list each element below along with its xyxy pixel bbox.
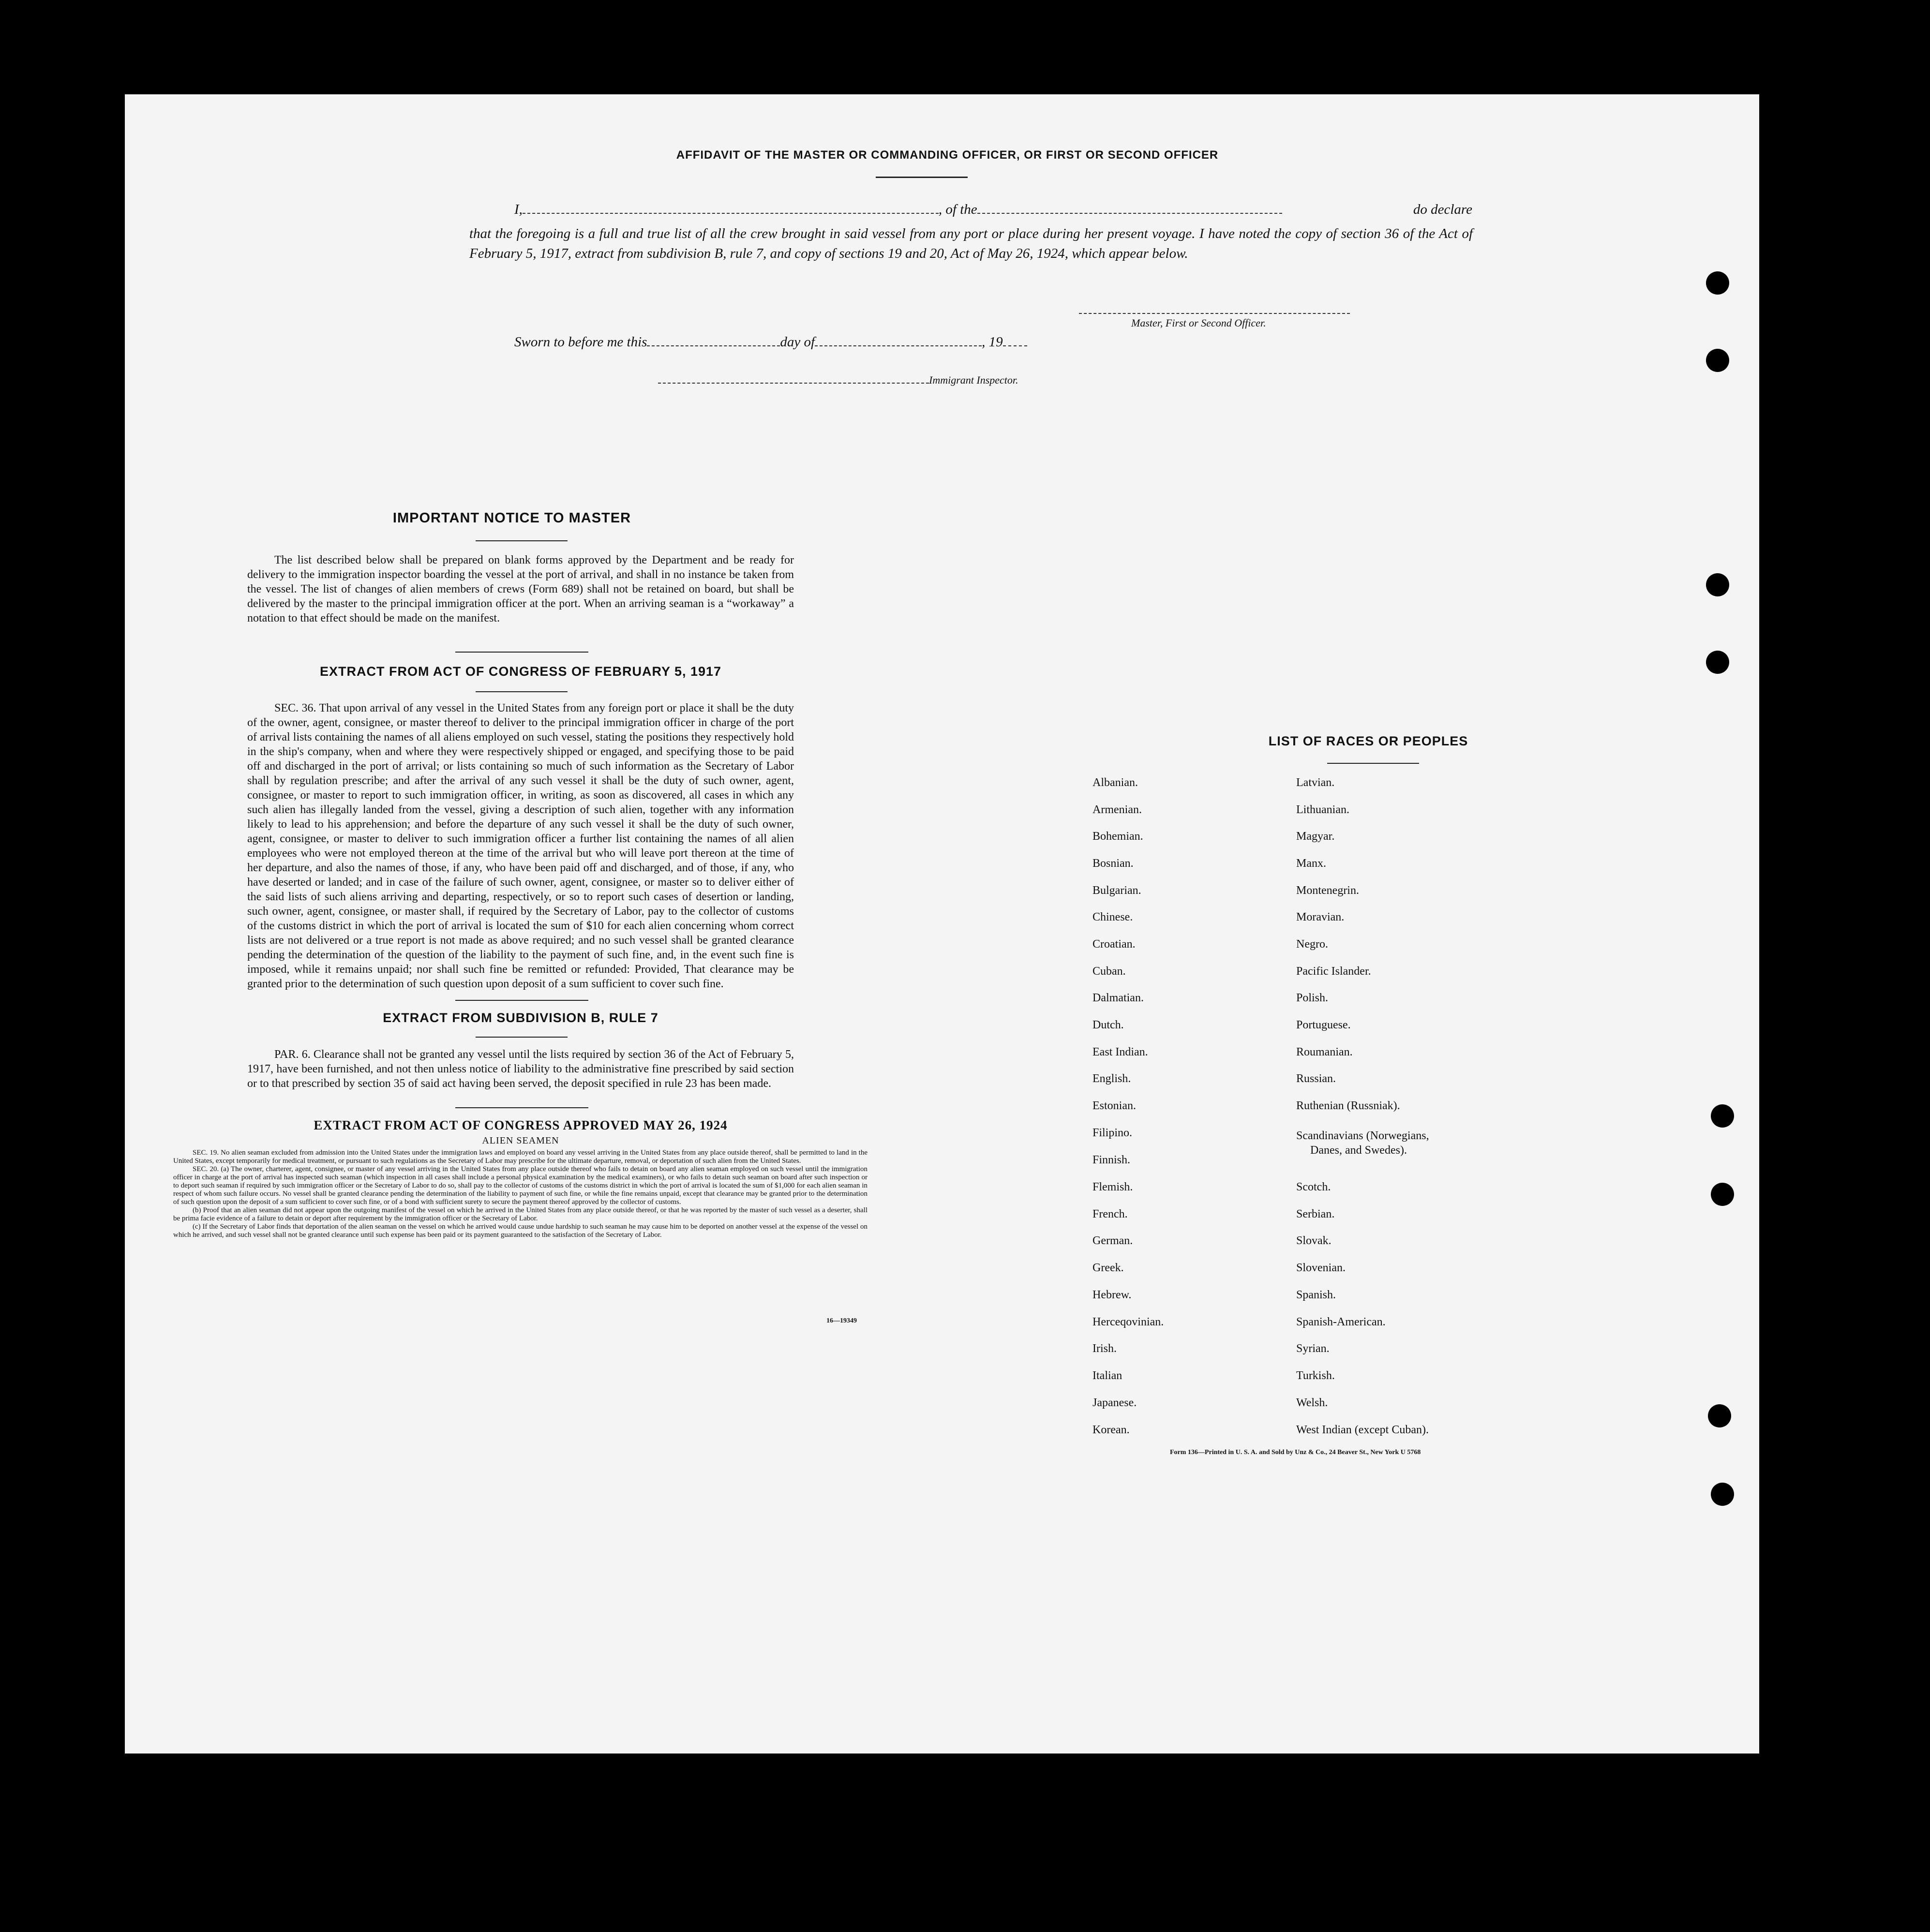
race-item: Albanian.	[1092, 776, 1138, 789]
race-item: Slovenian.	[1296, 1262, 1346, 1274]
race-item: Spanish-American.	[1296, 1316, 1386, 1328]
race-item: East Indian.	[1092, 1046, 1148, 1058]
notice-body: The list described below shall be prepared on blank forms approved by the Department and be ready for delivery to the immigration inspector boarding the vessel at the port of arrival, and shall in no instance be taken from the vessel. The list of changes of alien members of crews (Form 689) shall not be retained on board, but shall be delivered by the master to the principal immigration officer at the port. When an arriving seaman is a “workaway” a notation to that effect should be made on the manifest.	[247, 554, 794, 624]
race-item: Dutch.	[1092, 1019, 1124, 1031]
signature-line[interactable]	[1079, 313, 1350, 314]
do-declare-label: do declare	[1413, 202, 1472, 217]
race-item: Spanish.	[1296, 1289, 1336, 1301]
i-label: I,	[514, 202, 523, 217]
vessel-blank[interactable]	[977, 203, 1282, 214]
sec-19-paragraph: SEC. 19. No alien seaman excluded from admission into the United States under the immigration laws and employed on board any vessel arriving in the United States from any place outside thereof, shall be permitted to land in the United States, except temporarily for medical treatment, or pursuant to such regulations as the Secretary of Labor may prescribe for the ultimate departure, removal, or deportation of such alien from the United States.	[173, 1149, 868, 1165]
race-item: Syrian.	[1296, 1342, 1330, 1355]
race-item: Pacific Islander.	[1296, 965, 1371, 978]
race-item: Chinese.	[1092, 911, 1133, 923]
inspector-label: Immigrant Inspector.	[929, 374, 1018, 386]
race-item: Manx.	[1296, 857, 1326, 870]
punch-hole	[1706, 271, 1729, 295]
race-item: Lithuanian.	[1296, 803, 1349, 816]
race-item: Korean.	[1092, 1424, 1130, 1436]
sworn-line	[514, 334, 1027, 350]
extract-1917-rule	[476, 691, 568, 692]
race-item: English.	[1092, 1072, 1131, 1085]
race-item: Danes, and Swedes).	[1310, 1144, 1407, 1157]
race-item: Serbian.	[1296, 1208, 1335, 1220]
race-item: Montenegrin.	[1296, 884, 1359, 897]
race-item: Portuguese.	[1296, 1019, 1351, 1031]
race-item: Italian	[1092, 1369, 1122, 1382]
race-item: Bulgarian.	[1092, 884, 1141, 897]
signature-caption: Master, First or Second Officer.	[1131, 317, 1266, 329]
race-item: Magyar.	[1296, 830, 1335, 843]
form-code: 16—19349	[826, 1317, 857, 1324]
race-item: Japanese.	[1092, 1397, 1137, 1409]
race-item: Roumanian.	[1296, 1046, 1353, 1058]
subdivision-b-rule	[476, 1037, 568, 1038]
notice-rule	[476, 540, 568, 541]
race-item: Estonian.	[1092, 1100, 1136, 1112]
race-item: Cuban.	[1092, 965, 1126, 978]
section-divider	[455, 1000, 588, 1001]
year-blank[interactable]	[1003, 336, 1027, 346]
month-blank[interactable]	[815, 336, 982, 346]
affidavit-title: AFFIDAVIT OF THE MASTER OR COMMANDING OFFICER, OR FIRST OR SECOND OFFICER	[676, 149, 1219, 162]
race-item: Scotch.	[1296, 1181, 1331, 1193]
race-item: Croatian.	[1092, 938, 1136, 951]
race-item: Greek.	[1092, 1262, 1124, 1274]
race-item: Slovak.	[1296, 1234, 1332, 1247]
day-of-label: day of	[780, 334, 815, 350]
inspector-line	[658, 374, 1018, 386]
race-item: Latvian.	[1296, 776, 1335, 789]
year-label: , 19	[982, 334, 1003, 350]
of-the-label: , of the	[938, 202, 977, 217]
section-divider	[455, 652, 588, 653]
sworn-label: Sworn to before me this	[514, 334, 647, 350]
race-item: Ruthenian (Russniak).	[1296, 1100, 1400, 1112]
race-item: Polish.	[1296, 992, 1329, 1004]
section-divider	[455, 1107, 588, 1108]
race-item: Filipino.	[1092, 1127, 1133, 1139]
form-page	[125, 94, 1759, 1754]
printer-footer: Form 136—Printed in U. S. A. and Sold by Unz & Co., 24 Beaver St., New York U 5768	[1170, 1449, 1421, 1456]
race-item: Welsh.	[1296, 1397, 1328, 1409]
day-blank[interactable]	[647, 336, 780, 346]
race-item: Hebrew.	[1092, 1289, 1132, 1301]
sec-20b-paragraph: (b) Proof that an alien seaman did not appear upon the outgoing manifest of the vessel on which he arrived in the United States from any place outside thereof, or that he was reported by the master of such vessel as a deserter, shall be prima facie evidence of a failure to detain or deport after requirement by the immigration officer or the Secretary of Labor.	[173, 1206, 868, 1222]
race-item: German.	[1092, 1234, 1133, 1247]
race-item: Irish.	[1092, 1342, 1117, 1355]
race-item: Flemish.	[1092, 1181, 1133, 1193]
punch-hole	[1711, 1104, 1734, 1128]
title-rule	[876, 177, 968, 178]
punch-hole	[1711, 1483, 1734, 1506]
extract-1924-subtitle: ALIEN SEAMEN	[482, 1135, 559, 1146]
extract-1924-body	[173, 1149, 868, 1239]
races-rule	[1327, 763, 1419, 764]
punch-hole	[1706, 573, 1729, 596]
race-item: Russian.	[1296, 1072, 1336, 1085]
extract-1917-body: SEC. 36. That upon arrival of any vessel in the United States from any foreign port or place it shall be the duty of the owner, agent, consignee, or master thereof to deliver to the principal immigration officer in charge of the port of arrival lists containing the names of all aliens employed on such vessel, stating the positions they respectively hold in the ship's company, when and where they were respectively shipped or engaged, and specifying those to be paid off and discharged in the port of arrival; or lists containing so much of such information as the Secretary of Labor shall by regulation prescribe; and after the arrival of any such vessel it shall be the duty of such owner, agent, consignee, or master to report to such immigration officer, in writing, as soon as discovered, all cases in which any such alien has illegally landed from the vessel, giving a description of such alien, together with any information likely to lead to his apprehension; and before the departure of any such vessel it shall be the duty of such owner, agent, consignee, or master to deliver to such immigration officer a further list containing the names of all alien employees who were not employed thereon at the time of the arrival but who will leave port thereon at the time of her departure, and also the names of those, if any, who have been paid off and discharged, and of those, if any, who have deserted or landed; and in case of the failure of such owner, agent, consignee, or master so to deliver either of the said lists of such aliens arriving and departing, respectively, or so to report such cases of desertion or landing, such owner, agent, consignee, or master shall, if required by the Secretary of Labor, pay to the collector of customs of the customs district in which the port of arrival is located the sum of $10 for each alien concerning whom correct lists are not delivered or a true report is not made as above required; and no such vessel shall be granted clearance pending the determination of the question of the liability to the payment of such fine, and, in the event such fine is imposed, while it remains unpaid; nor shall such fine be remitted or refunded: Provided, That clearance may be granted prior to the determination of such question upon deposit of a sum sufficient to cover such fine.	[247, 702, 794, 990]
punch-hole	[1711, 1183, 1734, 1206]
race-item: Scandinavians (Norwegians,	[1296, 1129, 1429, 1142]
notice-title: IMPORTANT NOTICE TO MASTER	[392, 510, 631, 526]
declaration-line	[514, 202, 1472, 218]
extract-1924-title: EXTRACT FROM ACT OF CONGRESS APPROVED MAY 26, 1924	[314, 1118, 728, 1132]
name-blank[interactable]	[523, 203, 939, 214]
punch-hole	[1706, 651, 1729, 674]
race-item: Herceqovinian.	[1092, 1316, 1164, 1328]
race-item: West Indian (except Cuban).	[1296, 1424, 1429, 1436]
race-item: Finnish.	[1092, 1154, 1131, 1166]
race-item: Bohemian.	[1092, 830, 1143, 843]
subdivision-b-title: EXTRACT FROM SUBDIVISION B, RULE 7	[383, 1011, 658, 1025]
race-item: French.	[1092, 1208, 1128, 1220]
extract-1917-title: EXTRACT FROM ACT OF CONGRESS OF FEBRUARY 5, 1917	[319, 664, 722, 679]
race-item: Bosnian.	[1092, 857, 1134, 870]
race-item: Armenian.	[1092, 803, 1142, 816]
race-item: Negro.	[1296, 938, 1328, 951]
race-item: Dalmatian.	[1092, 992, 1144, 1004]
punch-hole	[1708, 1404, 1731, 1427]
punch-hole	[1706, 349, 1729, 372]
sec-20c-paragraph: (c) If the Secretary of Labor finds that deportation of the alien seaman on the vessel on which he arrived would cause undue hardship to such seaman he may cause him to be deported on another vessel at the expense of the vessel on which he arrived, and such vessel shall not be granted clearance until such expense has been paid or its payment guaranteed to the satisfaction of the Secretary of Labor.	[173, 1223, 868, 1239]
affidavit-text: that the foregoing is a full and true list of all the crew brought in said vessel from any port or place during her present voyage. I have noted the copy of section 36 of the Act of February 5, 1917, extract from subdivision B, rule 7, and copy of sections 19 and 20, Act of May 26, 1924, which appear below.	[469, 226, 1473, 261]
inspector-blank[interactable]	[658, 376, 929, 384]
sec-20a-paragraph: SEC. 20. (a) The owner, charterer, agent, consignee, or master of any vessel arriving in the United States from any place outside thereof who fails to detain on board any alien seaman employed on such vessel until the immigration officer in charge at the port of arrival has inspected such seaman (which inspection in all cases shall include a personal physical examination by the medical examiners), or who fails to detain such seaman on board after such inspection or to deport such seaman if required by such immigration officer or the Secretary of Labor to do so, shall pay to the collector of customs of the customs district in which the port of arrival is located the sum of $1,000 for each alien seaman in respect of whom such failure occurs. No vessel shall be granted clearance pending the determination of the liability to payment of such fine, or while the fine remains unpaid, except that clearance may be granted prior to the determination of such question upon the deposit of a sum sufficient to cover such fine, or of a bond with sufficient surety to secure the payment thereof approved by the collector of customs.	[173, 1165, 868, 1206]
subdivision-b-body: PAR. 6. Clearance shall not be granted any vessel until the lists required by section 36 of the Act of February 5, 1917, have been furnished, and not then unless notice of liability to the administrative fine prescribed by said section or to that prescribed by section 35 of said act having been served, the deposit specified in rule 23 has been made.	[247, 1048, 794, 1090]
race-item: Turkish.	[1296, 1369, 1335, 1382]
race-item: Moravian.	[1296, 911, 1345, 923]
races-title: LIST OF RACES OR PEOPLES	[1268, 734, 1468, 748]
